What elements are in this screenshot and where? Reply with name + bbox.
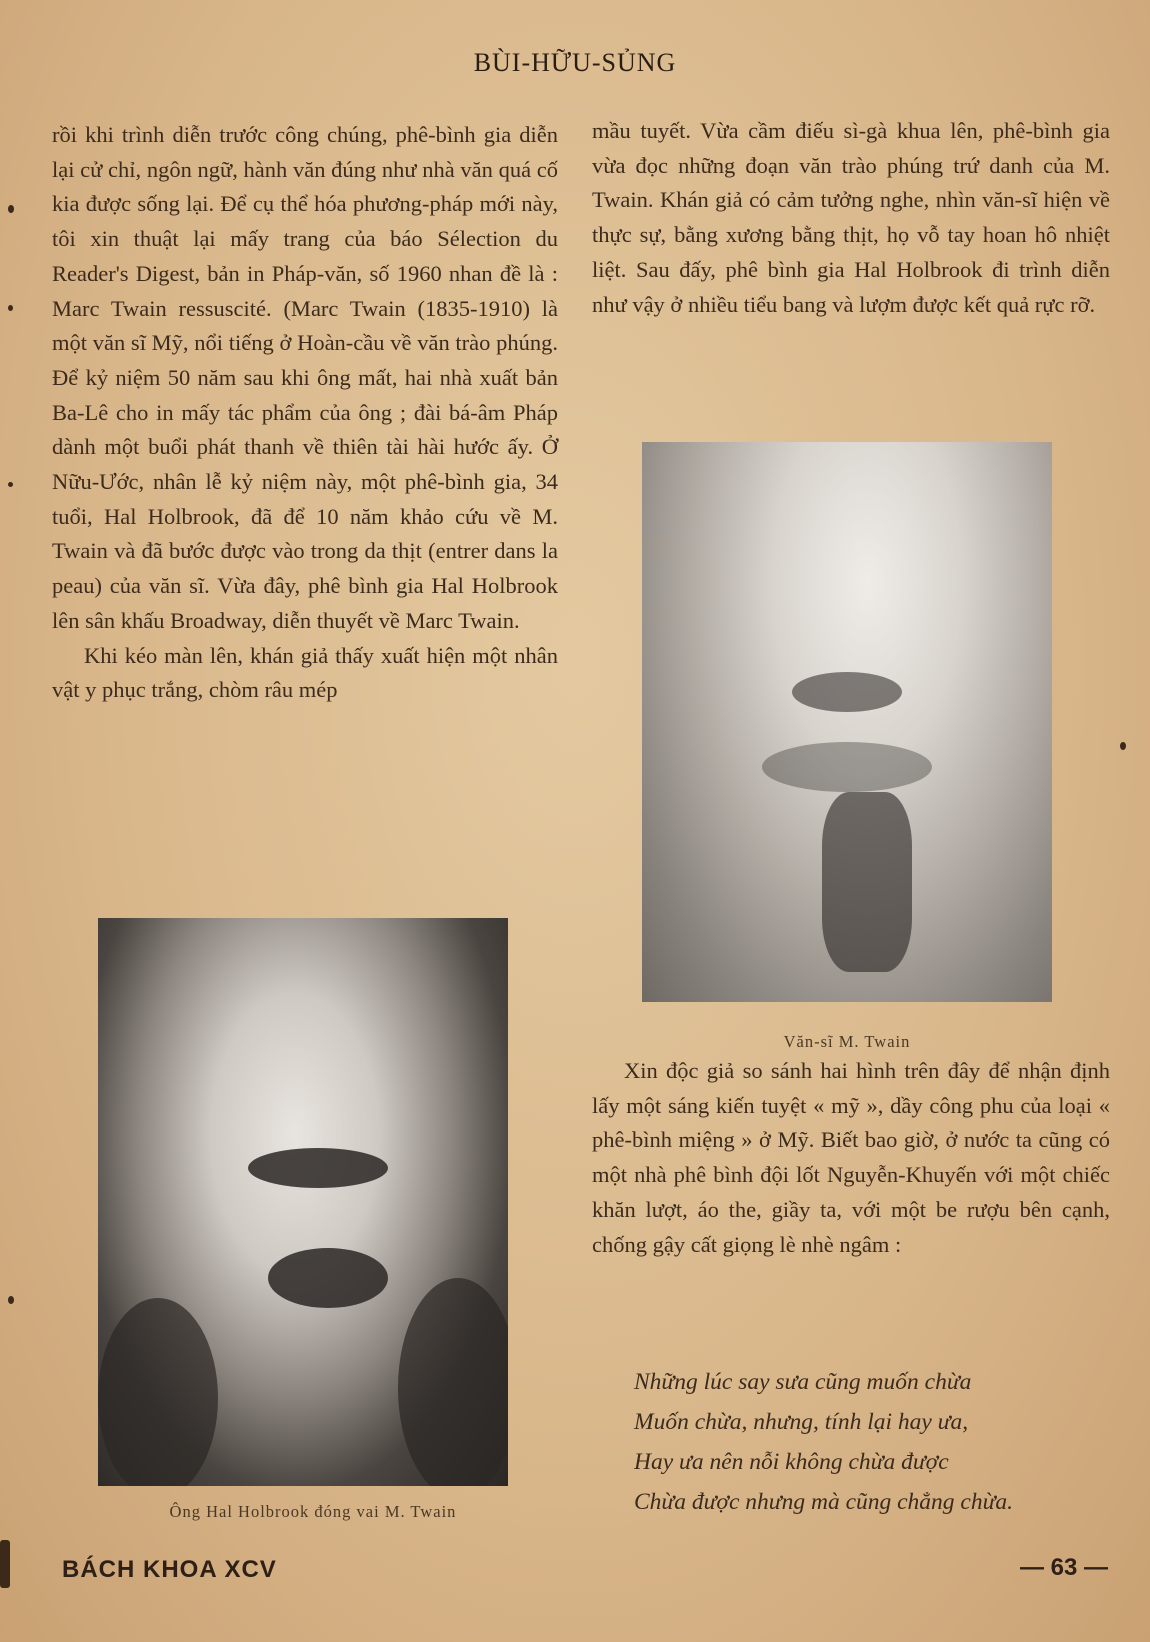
poem-line-3: Hay ưa nên nỗi không chừa được xyxy=(634,1449,949,1475)
right-column-lower xyxy=(592,1054,1110,1262)
right-paragraph-2: Xin độc giả so sánh hai hình trên đây để nhận định lấy một sáng kiến tuyệt « mỹ », dầy công phu của loại « phê-bình miệng » ở Mỹ. Biết bao giờ, ở nước ta cũng có một nhà phê bình đội lốt Nguyễn-Khuyến với một chiếc khăn lượt, áo the, giầy ta, với một be rượu bên cạnh, chống gậy cất giọng lè nhè ngâm : xyxy=(592,1058,1110,1257)
caption-hal-holbrook: Ông Hal Holbrook đóng vai M. Twain xyxy=(169,1502,457,1521)
page-header: BÙI-HỮU-SỦNG xyxy=(473,48,677,77)
page-number: — 63 — xyxy=(1019,1554,1108,1581)
margin-speck xyxy=(8,305,13,311)
left-column xyxy=(52,118,558,708)
poem-line-4: Chừa được nhưng mà cũng chẳng chừa. xyxy=(634,1489,1014,1515)
caption-mark-twain: Văn-sĩ M. Twain xyxy=(783,1032,911,1051)
photo-mark-twain xyxy=(642,442,1052,1002)
magazine-footer: BÁCH KHOA XCV xyxy=(62,1556,277,1583)
margin-speck xyxy=(8,205,14,213)
right-column xyxy=(592,114,1110,322)
margin-speck xyxy=(8,482,13,487)
photo-hal-holbrook xyxy=(98,918,508,1486)
margin-speck xyxy=(1120,742,1126,750)
left-paragraph-2: Khi kéo màn lên, khán giả thấy xuất hiện một nhân vật y phục trắng, chòm râu mép xyxy=(52,642,558,703)
left-paragraph-1: rồi khi trình diễn trước công chúng, phê-bình gia diễn lại cử chỉ, ngôn ngữ, hành văn đúng như nhà văn quá cố kia được sống lại. Để cụ thể hóa phương-pháp mới này, tôi xin thuật lại mấy trang của báo Sélection du Reader's Digest, bản in Pháp-văn, số 1960 nhan đề là : Marc Twain ressuscité. (Marc Twain (1835-1910) là một văn sĩ Mỹ, nổi tiếng ở Hoàn-cầu về văn trào phúng. Để kỷ niệm 50 năm sau khi ông mất, hai nhà xuất bản Ba-Lê cho in mấy tác phẩm của ông ; đài bá-âm Pháp dành một buổi phát thanh về thiên tài hài hước ấy. Ở Nữu-Ước, nhân lễ kỷ niệm này, một phê-bình gia, 34 tuổi, Hal Holbrook, đã để 10 năm khảo cứu về M. Twain và đã bước được vào trong da thịt (entrer dans la peau) của văn sĩ. Vừa đây, phê bình gia Hal Holbrook lên sân khấu Broadway, diễn thuyết về Marc Twain. xyxy=(52,122,558,633)
margin-speck xyxy=(8,1296,14,1304)
poem xyxy=(634,1362,1114,1522)
poem-line-2: Muốn chừa, nhưng, tính lại hay ưa, xyxy=(634,1409,969,1435)
margin-speck xyxy=(0,1540,10,1588)
poem-line-1: Những lúc say sưa cũng muốn chừa xyxy=(634,1369,972,1395)
right-paragraph-1: mầu tuyết. Vừa cầm điếu sì-gà khua lên, phê-bình gia vừa đọc những đoạn văn trào phúng trứ danh của M. Twain. Khán giả có cảm tưởng nghe, nhìn văn-sĩ hiện về thực sự, bằng xương bằng thịt, họ vỗ tay hoan hô nhiệt liệt. Sau đấy, phê bình gia Hal Holbrook đi trình diễn như vậy ở nhiều tiểu bang và lượm được kết quả rực rỡ. xyxy=(592,118,1110,317)
